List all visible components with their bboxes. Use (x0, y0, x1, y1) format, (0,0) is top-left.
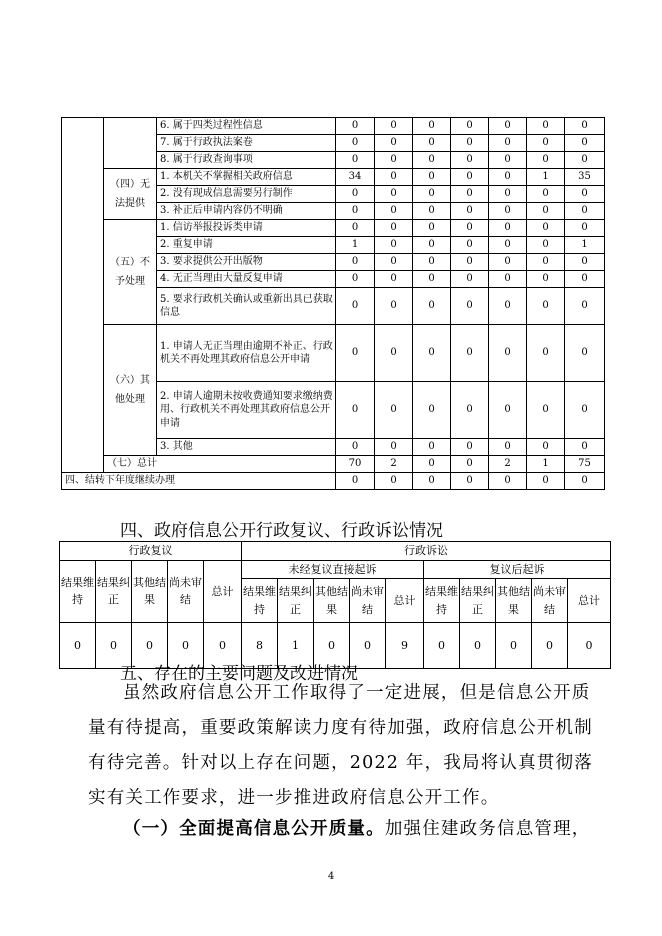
value-cell: 0 (375, 220, 413, 237)
table-body (62, 118, 605, 490)
value-cell: 0 (489, 382, 527, 439)
table-row (62, 325, 605, 382)
value-cell: 0 (565, 254, 605, 271)
col-header: 总计 (204, 560, 242, 623)
row-label: 4. 无正当理由大量反复申请 (157, 271, 336, 288)
col-header: 结果纠正 (278, 579, 314, 623)
value-cell: 0 (168, 623, 204, 669)
value-cell: 0 (336, 382, 375, 439)
value-cell: 0 (489, 118, 527, 135)
value-cell: 0 (565, 325, 605, 382)
value-cell: 0 (565, 152, 605, 169)
value-cell: 0 (460, 623, 496, 669)
value-cell: 0 (489, 271, 527, 288)
value-cell: 0 (527, 237, 565, 254)
row-label: 2. 申请人逾期未按收费通知要求缴纳费用、行政机关不再处理其政府信息公开申请 (157, 382, 336, 439)
col-header: 结果纠正 (460, 579, 496, 623)
col-header: 总计 (386, 579, 424, 623)
value-cell: 0 (565, 473, 605, 490)
body-paragraph: 虽然政府信息公开工作取得了一定进展，但是信息公开质量有待提高，重要政策解读力度有待加强，政府信息公开机制有待完善。针对以上存在问题，2022 年，我局将认真贯彻落实有关工作要求，进一步推进政府信息公开工作。 (88, 683, 593, 808)
value-cell: 0 (527, 439, 565, 456)
blank-cell (104, 118, 157, 169)
table-row (62, 220, 605, 237)
value-cell: 0 (413, 439, 451, 456)
value-cell: 1 (278, 623, 314, 669)
value-cell: 0 (336, 271, 375, 288)
value-cell: 0 (565, 203, 605, 220)
value-cell: 0 (375, 118, 413, 135)
value-cell: 0 (527, 220, 565, 237)
value-cell: 0 (314, 623, 350, 669)
value-cell: 0 (527, 382, 565, 439)
value-cell: 0 (60, 623, 96, 669)
value-cell: 0 (451, 456, 489, 473)
value-cell: 0 (96, 623, 132, 669)
value-cell: 2 (375, 456, 413, 473)
value-cell: 0 (424, 623, 460, 669)
blank-cell (62, 118, 104, 473)
value-cell: 0 (375, 288, 413, 325)
row-label: 1. 信访举报投诉类申请 (157, 220, 336, 237)
group-cell: （五）不予处理 (104, 220, 157, 325)
value-cell: 1 (336, 237, 375, 254)
value-cell: 0 (489, 152, 527, 169)
value-cell: 0 (413, 186, 451, 203)
value-cell: 0 (489, 288, 527, 325)
row-label: 1. 申请人无正当理由逾期不补正、行政机关不再处理其政府信息公开申请 (157, 325, 336, 382)
value-cell: 0 (336, 254, 375, 271)
value-cell: 0 (413, 288, 451, 325)
table-row (62, 118, 605, 135)
value-cell: 2 (489, 456, 527, 473)
group-cell: （六）其他处理 (104, 325, 157, 456)
value-cell: 0 (489, 254, 527, 271)
value-cell: 0 (451, 118, 489, 135)
value-cell: 0 (413, 220, 451, 237)
value-cell: 0 (375, 439, 413, 456)
value-cell: 0 (336, 473, 375, 490)
value-cell: 0 (451, 473, 489, 490)
value-cell: 0 (527, 271, 565, 288)
value-cell: 0 (568, 623, 611, 669)
value-cell: 0 (527, 152, 565, 169)
value-cell: 0 (336, 118, 375, 135)
review-header: 行政复议 (60, 542, 242, 561)
section-heading-problems: 五、存在的主要问题及改进情况 (120, 664, 358, 684)
row-label: 3. 补正后申请内容仍不明确 (157, 203, 336, 220)
sub-section-paragraph (88, 812, 593, 847)
value-cell: 0 (413, 203, 451, 220)
value-cell: 0 (496, 623, 532, 669)
value-cell: 0 (375, 254, 413, 271)
value-cell: 0 (527, 186, 565, 203)
value-cell: 0 (451, 382, 489, 439)
value-cell: 0 (565, 271, 605, 288)
value-cell: 0 (565, 220, 605, 237)
value-cell: 9 (386, 623, 424, 669)
value-cell: 0 (451, 288, 489, 325)
value-cell: 0 (565, 135, 605, 152)
after-review-header: 复议后起诉 (424, 560, 611, 579)
litigation-header: 行政诉讼 (242, 542, 611, 561)
value-cell: 0 (375, 325, 413, 382)
value-cell: 0 (413, 325, 451, 382)
value-cell: 0 (204, 623, 242, 669)
value-cell: 0 (375, 237, 413, 254)
value-cell: 75 (565, 456, 605, 473)
value-cell: 0 (451, 254, 489, 271)
value-cell: 0 (451, 439, 489, 456)
value-cell: 0 (451, 237, 489, 254)
value-cell: 0 (489, 203, 527, 220)
row-label: 2. 没有现成信息需要另行制作 (157, 186, 336, 203)
value-cell: 0 (375, 186, 413, 203)
row-label: 3. 其他 (157, 439, 336, 456)
value-cell: 0 (336, 152, 375, 169)
value-cell: 0 (336, 203, 375, 220)
sub-section-heading: （一）全面提高信息公开质量。 (123, 819, 385, 839)
value-cell: 0 (451, 271, 489, 288)
value-cell: 0 (413, 152, 451, 169)
value-cell: 0 (350, 623, 386, 669)
row-label: 3. 要求提供公开出版物 (157, 254, 336, 271)
value-cell: 0 (532, 623, 568, 669)
value-cell: 0 (489, 169, 527, 186)
col-header: 其他结果 (496, 579, 532, 623)
value-cell: 0 (451, 203, 489, 220)
value-cell: 0 (336, 439, 375, 456)
value-cell: 0 (527, 325, 565, 382)
value-cell: 0 (489, 135, 527, 152)
sub-section-text: 加强住建政务信息管理， (384, 819, 591, 839)
col-header: 结果维持 (60, 560, 96, 623)
value-cell: 0 (375, 203, 413, 220)
value-cell: 0 (413, 473, 451, 490)
value-cell: 0 (527, 135, 565, 152)
value-cell: 1 (527, 456, 565, 473)
value-cell: 0 (565, 186, 605, 203)
page-number: 4 (327, 871, 335, 882)
value-cell: 0 (489, 237, 527, 254)
value-cell: 35 (565, 169, 605, 186)
value-cell: 0 (489, 325, 527, 382)
value-cell: 0 (565, 439, 605, 456)
table-row (62, 456, 605, 473)
value-cell: 0 (451, 325, 489, 382)
col-header: 尚未审结 (532, 579, 568, 623)
value-cell: 0 (375, 473, 413, 490)
row-label: 6. 属于四类过程性信息 (157, 118, 336, 135)
row-label: （七）总计 (104, 456, 336, 473)
row-label: 5. 要求行政机关确认或重新出具已获取信息 (157, 288, 336, 325)
section-heading-review-litigation: 四、政府信息公开行政复议、行政诉讼情况 (120, 521, 443, 541)
col-header: 尚未审结 (350, 579, 386, 623)
application-handling-table (61, 117, 605, 490)
value-cell: 0 (451, 186, 489, 203)
value-cell: 0 (336, 186, 375, 203)
value-cell: 0 (336, 135, 375, 152)
table-row (62, 473, 605, 490)
group-cell: （四）无法提供 (104, 169, 157, 220)
value-cell: 0 (451, 135, 489, 152)
value-cell: 0 (413, 456, 451, 473)
value-cell: 0 (413, 169, 451, 186)
value-cell: 0 (451, 152, 489, 169)
value-cell: 0 (527, 288, 565, 325)
value-cell: 0 (413, 135, 451, 152)
value-cell: 0 (489, 473, 527, 490)
value-cell: 0 (565, 288, 605, 325)
review-litigation-table (59, 541, 611, 669)
value-cell: 0 (336, 220, 375, 237)
row-label: 2. 重复申请 (157, 237, 336, 254)
value-cell: 0 (336, 288, 375, 325)
value-cell: 0 (527, 473, 565, 490)
value-cell: 0 (527, 118, 565, 135)
value-cell: 0 (375, 382, 413, 439)
value-cell: 0 (413, 254, 451, 271)
row-label: 8. 属于行政查询事项 (157, 152, 336, 169)
col-header: 尚未审结 (168, 560, 204, 623)
row-label: 1. 本机关不掌握相关政府信息 (157, 169, 336, 186)
col-header: 总计 (568, 579, 611, 623)
value-cell: 1 (527, 169, 565, 186)
value-cell: 0 (336, 325, 375, 382)
row-label: 四、结转下年度继续办理 (62, 473, 336, 490)
value-cell: 0 (451, 220, 489, 237)
col-header: 结果维持 (424, 579, 460, 623)
value-cell: 0 (565, 382, 605, 439)
value-cell: 0 (451, 169, 489, 186)
value-cell: 0 (413, 382, 451, 439)
value-cell: 70 (336, 456, 375, 473)
value-cell: 0 (413, 237, 451, 254)
value-cell: 0 (527, 203, 565, 220)
value-cell: 0 (132, 623, 168, 669)
direct-litigation-header: 未经复议直接起诉 (242, 560, 424, 579)
value-cell: 0 (375, 152, 413, 169)
value-cell: 0 (489, 186, 527, 203)
value-cell: 0 (413, 271, 451, 288)
col-header: 其他结果 (314, 579, 350, 623)
value-cell: 0 (375, 169, 413, 186)
value-cell: 0 (489, 439, 527, 456)
value-cell: 0 (375, 271, 413, 288)
value-cell: 0 (375, 135, 413, 152)
col-header: 结果纠正 (96, 560, 132, 623)
value-cell: 0 (565, 118, 605, 135)
table-row (62, 169, 605, 186)
value-cell: 8 (242, 623, 278, 669)
col-header: 结果维持 (242, 579, 278, 623)
value-cell: 34 (336, 169, 375, 186)
value-cell: 0 (489, 220, 527, 237)
value-cell: 1 (565, 237, 605, 254)
value-cell: 0 (413, 118, 451, 135)
value-cell: 0 (527, 254, 565, 271)
row-label: 7. 属于行政执法案卷 (157, 135, 336, 152)
col-header: 其他结果 (132, 560, 168, 623)
